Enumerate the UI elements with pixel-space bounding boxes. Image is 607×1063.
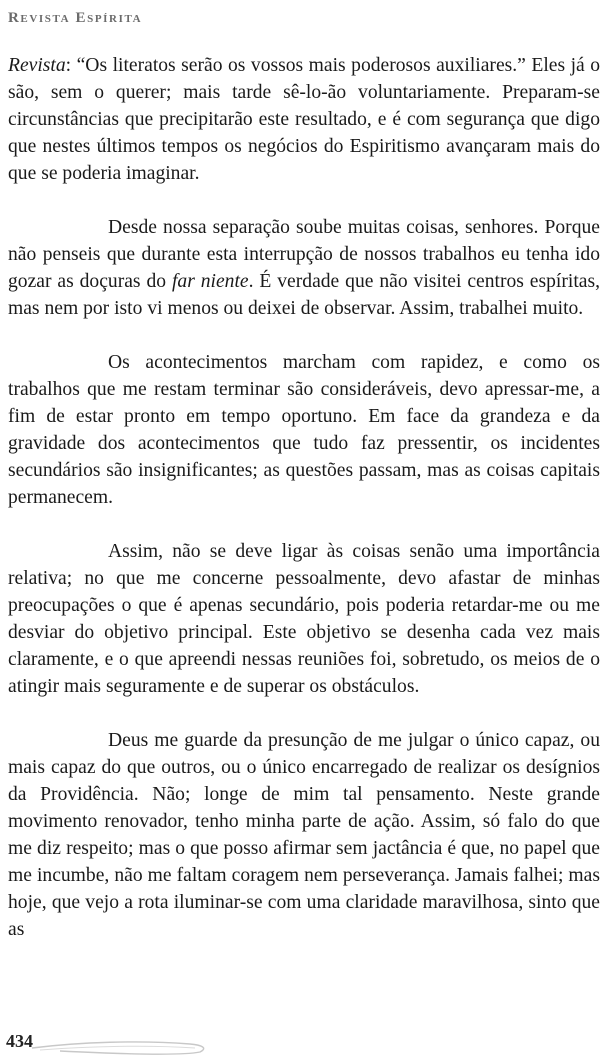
paragraph-5 [8, 727, 600, 943]
body-text [8, 52, 600, 943]
paragraph-1-text: : “Os literatos serão os vossos mais poderosos auxiliares.” Eles já o são, sem o querer; mais tarde sê-lo-ão voluntariamente. Preparam-se circunstâncias que precipitarão este resultado, e é com segurança que digo que nestes últimos tempos os negócios do Espiritismo avançaram mais do que se poderia imaginar. [8, 55, 600, 184]
running-header: Revista Espírita [8, 10, 143, 26]
folio-swash-ornament [30, 1036, 210, 1058]
paragraph-4 [8, 538, 600, 700]
paragraph-4-text: Assim, não se deve ligar às coisas senão uma importância relativa; no que me concerne pessoalmente, devo afastar de minhas preocupações o que é apenas secundário, pois poderia retardar-me ou me desviar do objetivo principal. Este objetivo se desenha cada vez mais claramente, e o que apreendi nessas reuniões foi, sobretudo, os meios de o atingir mais seguramente e de superar os obstáculos. [8, 541, 600, 697]
paragraph-2 [8, 214, 600, 322]
paragraph-3-text: Os acontecimentos marcham com rapidez, e como os trabalhos que me restam terminar são consideráveis, devo apressar-me, a fim de estar pronto em tempo oportuno. Em face da grandeza e da gravidade dos acontecimentos que tudo faz pressentir, os incidentes secundários são insignificantes; as questões passam, mas as coisas capitais permanecem. [8, 352, 600, 508]
paragraph-1-italic-lead: Revista [8, 55, 66, 76]
page-number: 434 [6, 1031, 33, 1051]
paragraph-3 [8, 349, 600, 511]
paragraph-2-italic: far niente [171, 271, 249, 292]
paragraph-5-text: Deus me guarde da presunção de me julgar o único capaz, ou mais capaz do que outros, ou o único encarregado de realizar os desígnios da Providência. Não; longe de mim tal pensamento. Neste grande movimento renovador, tenho minha parte de ação. Assim, só falo do que me diz respeito; mas o que posso afirmar sem jactância é que, no papel que me incumbe, não me faltam coragem nem perseverança. Jamais falhei; mas hoje, que vejo a rota iluminar-se com uma claridade maravilhosa, sinto que as [8, 730, 600, 940]
paragraph-2-text-before: Desde nossa separação soube muitas coisas, senhores. Porque não penseis que durante esta interrupção de nossos trabalhos eu tenha ido gozar as doçuras do [8, 217, 600, 292]
paragraph-2-text-after: . É verdade que não visitei centros espíritas, mas nem por isto vi menos ou deixei de observar. Assim, trabalhei muito. [8, 271, 600, 319]
paragraph-1 [8, 52, 600, 187]
